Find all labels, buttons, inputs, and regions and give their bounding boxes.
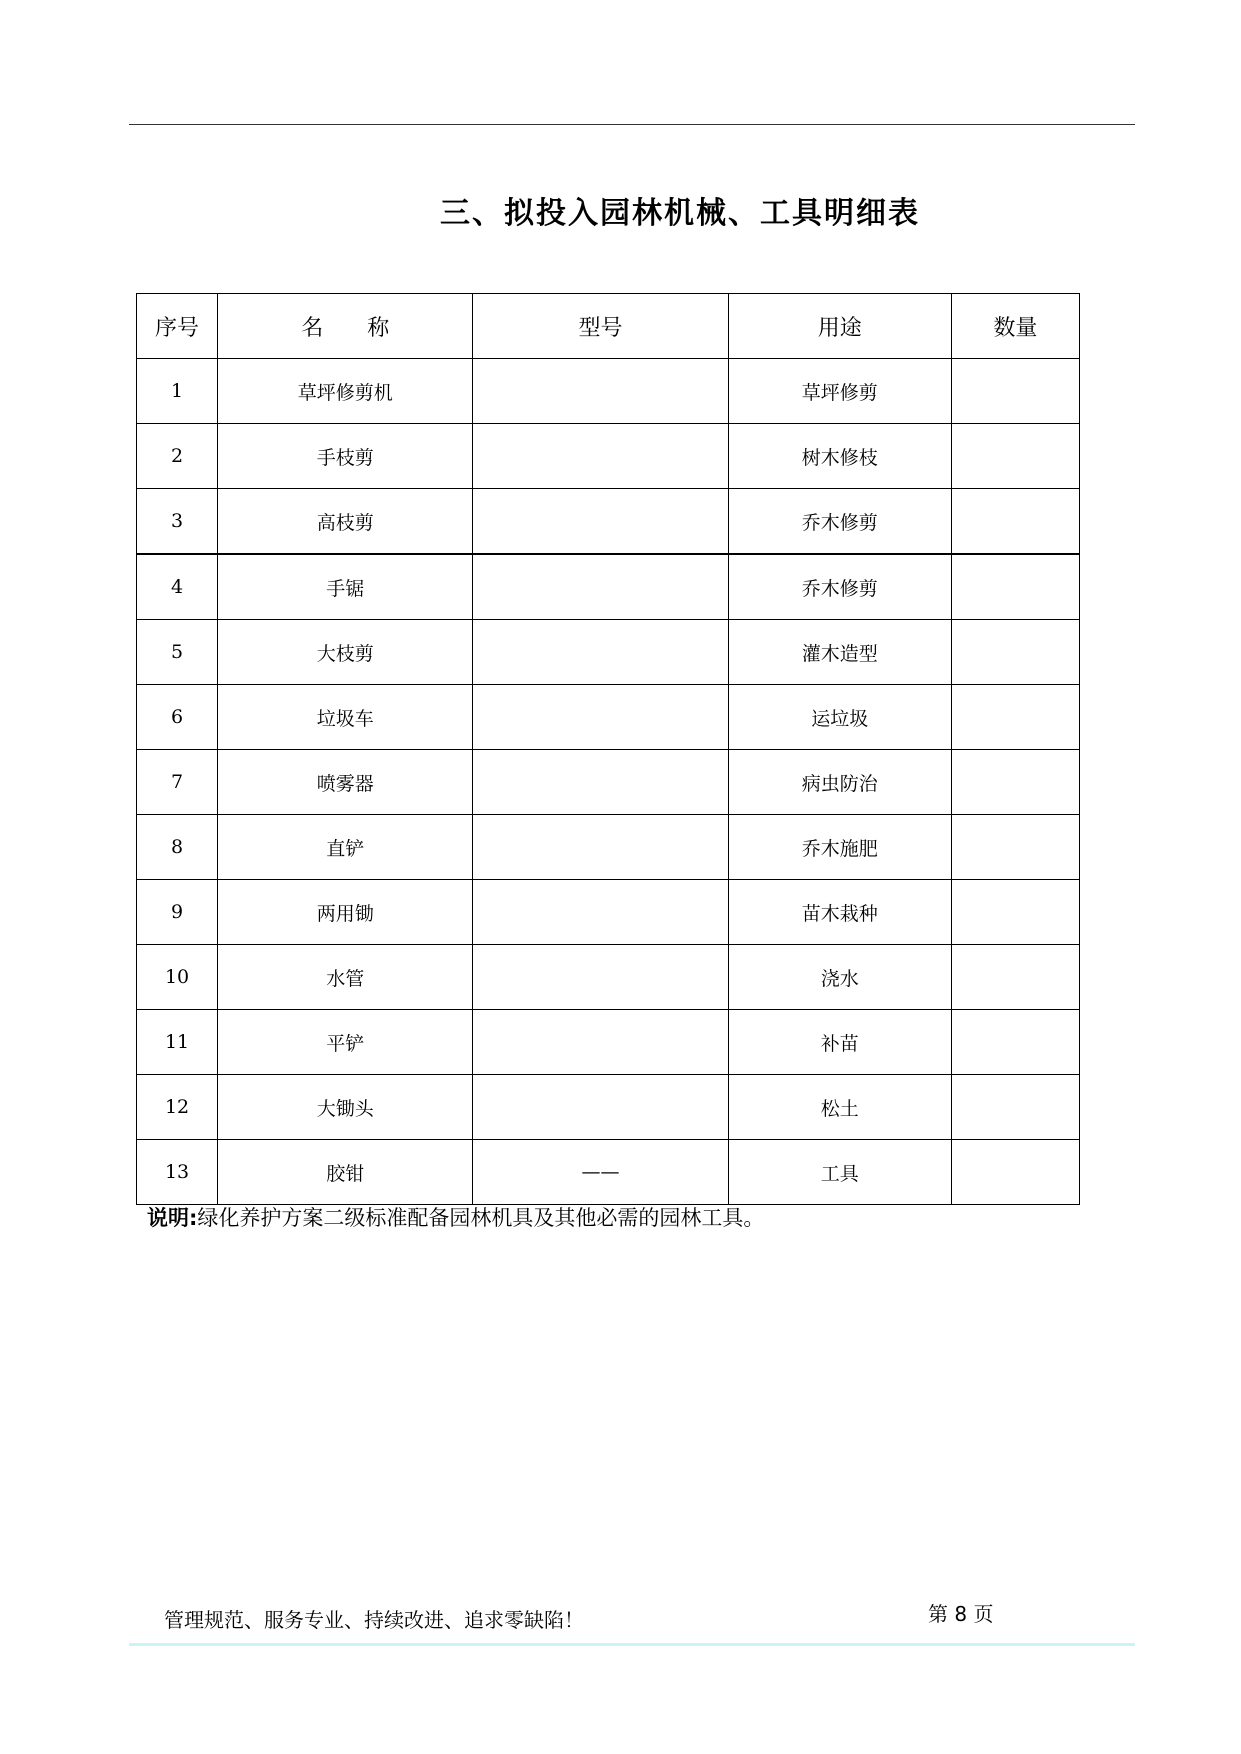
cell-no: 1 — [137, 359, 218, 424]
table-body — [137, 359, 1080, 1205]
cell-use: 树木修枝 — [728, 424, 951, 489]
cell-use: 草坪修剪 — [728, 359, 951, 424]
cell-model — [473, 880, 728, 945]
cell-name: 手枝剪 — [218, 424, 473, 489]
header-name: 名 称 — [218, 294, 473, 359]
table-row — [137, 750, 1080, 815]
cell-qty — [951, 489, 1079, 555]
cell-no: 7 — [137, 750, 218, 815]
cell-no: 4 — [137, 554, 218, 620]
cell-model — [473, 685, 728, 750]
cell-name: 平铲 — [218, 1010, 473, 1075]
cell-model — [473, 554, 728, 620]
cell-qty — [951, 1010, 1079, 1075]
cell-model — [473, 620, 728, 685]
cell-model — [473, 489, 728, 555]
table-row — [137, 1075, 1080, 1140]
cell-use: 松土 — [728, 1075, 951, 1140]
header-qty: 数量 — [951, 294, 1079, 359]
cell-use: 灌木造型 — [728, 620, 951, 685]
cell-name: 水管 — [218, 945, 473, 1010]
cell-qty — [951, 685, 1079, 750]
table-row — [137, 685, 1080, 750]
cell-name: 手锯 — [218, 554, 473, 620]
cell-qty — [951, 359, 1079, 424]
cell-qty — [951, 945, 1079, 1010]
cell-use: 病虫防治 — [728, 750, 951, 815]
table-row — [137, 359, 1080, 424]
table-row — [137, 1140, 1080, 1205]
cell-no: 12 — [137, 1075, 218, 1140]
cell-name: 两用锄 — [218, 880, 473, 945]
cell-no: 9 — [137, 880, 218, 945]
cell-model — [473, 359, 728, 424]
cell-model — [473, 1010, 728, 1075]
cell-use: 浇水 — [728, 945, 951, 1010]
cell-name: 大锄头 — [218, 1075, 473, 1140]
cell-use: 工具 — [728, 1140, 951, 1205]
table-row — [137, 424, 1080, 489]
cell-model — [473, 1075, 728, 1140]
cell-name: 直铲 — [218, 815, 473, 880]
table-row — [137, 815, 1080, 880]
cell-no: 8 — [137, 815, 218, 880]
cell-qty — [951, 750, 1079, 815]
cell-name: 草坪修剪机 — [218, 359, 473, 424]
cell-name: 大枝剪 — [218, 620, 473, 685]
cell-model — [473, 815, 728, 880]
table-header-row — [137, 294, 1080, 359]
cell-name: 喷雾器 — [218, 750, 473, 815]
cell-qty — [951, 1140, 1079, 1205]
header-use: 用途 — [728, 294, 951, 359]
cell-name: 高枝剪 — [218, 489, 473, 555]
cell-use: 乔木施肥 — [728, 815, 951, 880]
table-row — [137, 620, 1080, 685]
cell-model — [473, 750, 728, 815]
table-row — [137, 1010, 1080, 1075]
cell-no: 2 — [137, 424, 218, 489]
cell-use: 乔木修剪 — [728, 554, 951, 620]
header-model: 型号 — [473, 294, 728, 359]
cell-use: 乔木修剪 — [728, 489, 951, 555]
header-rule — [129, 124, 1135, 125]
note-label: 说明: — [147, 1206, 198, 1230]
table-row — [137, 880, 1080, 945]
note — [147, 1202, 764, 1232]
footer-slogan: 管理规范、服务专业、持续改进、追求零缺陷！ — [164, 1608, 584, 1632]
equipment-table — [136, 293, 1080, 1205]
note-text: 绿化养护方案二级标准配备园林机具及其他必需的园林工具。 — [197, 1206, 765, 1230]
cell-name: 胶钳 — [218, 1140, 473, 1205]
cell-no: 13 — [137, 1140, 218, 1205]
cell-model — [473, 945, 728, 1010]
table-row — [137, 489, 1080, 555]
cell-qty — [951, 424, 1079, 489]
cell-no: 11 — [137, 1010, 218, 1075]
cell-model: —— — [473, 1140, 728, 1205]
cell-name: 垃圾车 — [218, 685, 473, 750]
cell-model — [473, 424, 728, 489]
cell-qty — [951, 880, 1079, 945]
cell-use: 运垃圾 — [728, 685, 951, 750]
footer-rule — [129, 1643, 1135, 1646]
table-row — [137, 945, 1080, 1010]
table-row — [137, 554, 1080, 620]
header-no: 序号 — [137, 294, 218, 359]
page-number: 第 8 页 — [928, 1602, 994, 1626]
cell-no: 3 — [137, 489, 218, 555]
cell-use: 补苗 — [728, 1010, 951, 1075]
cell-qty — [951, 554, 1079, 620]
cell-use: 苗木栽种 — [728, 880, 951, 945]
cell-no: 6 — [137, 685, 218, 750]
cell-qty — [951, 815, 1079, 880]
cell-qty — [951, 620, 1079, 685]
cell-qty — [951, 1075, 1079, 1140]
page-title: 三、拟投入园林机械、工具明细表 — [440, 196, 920, 231]
cell-no: 10 — [137, 945, 218, 1010]
cell-no: 5 — [137, 620, 218, 685]
